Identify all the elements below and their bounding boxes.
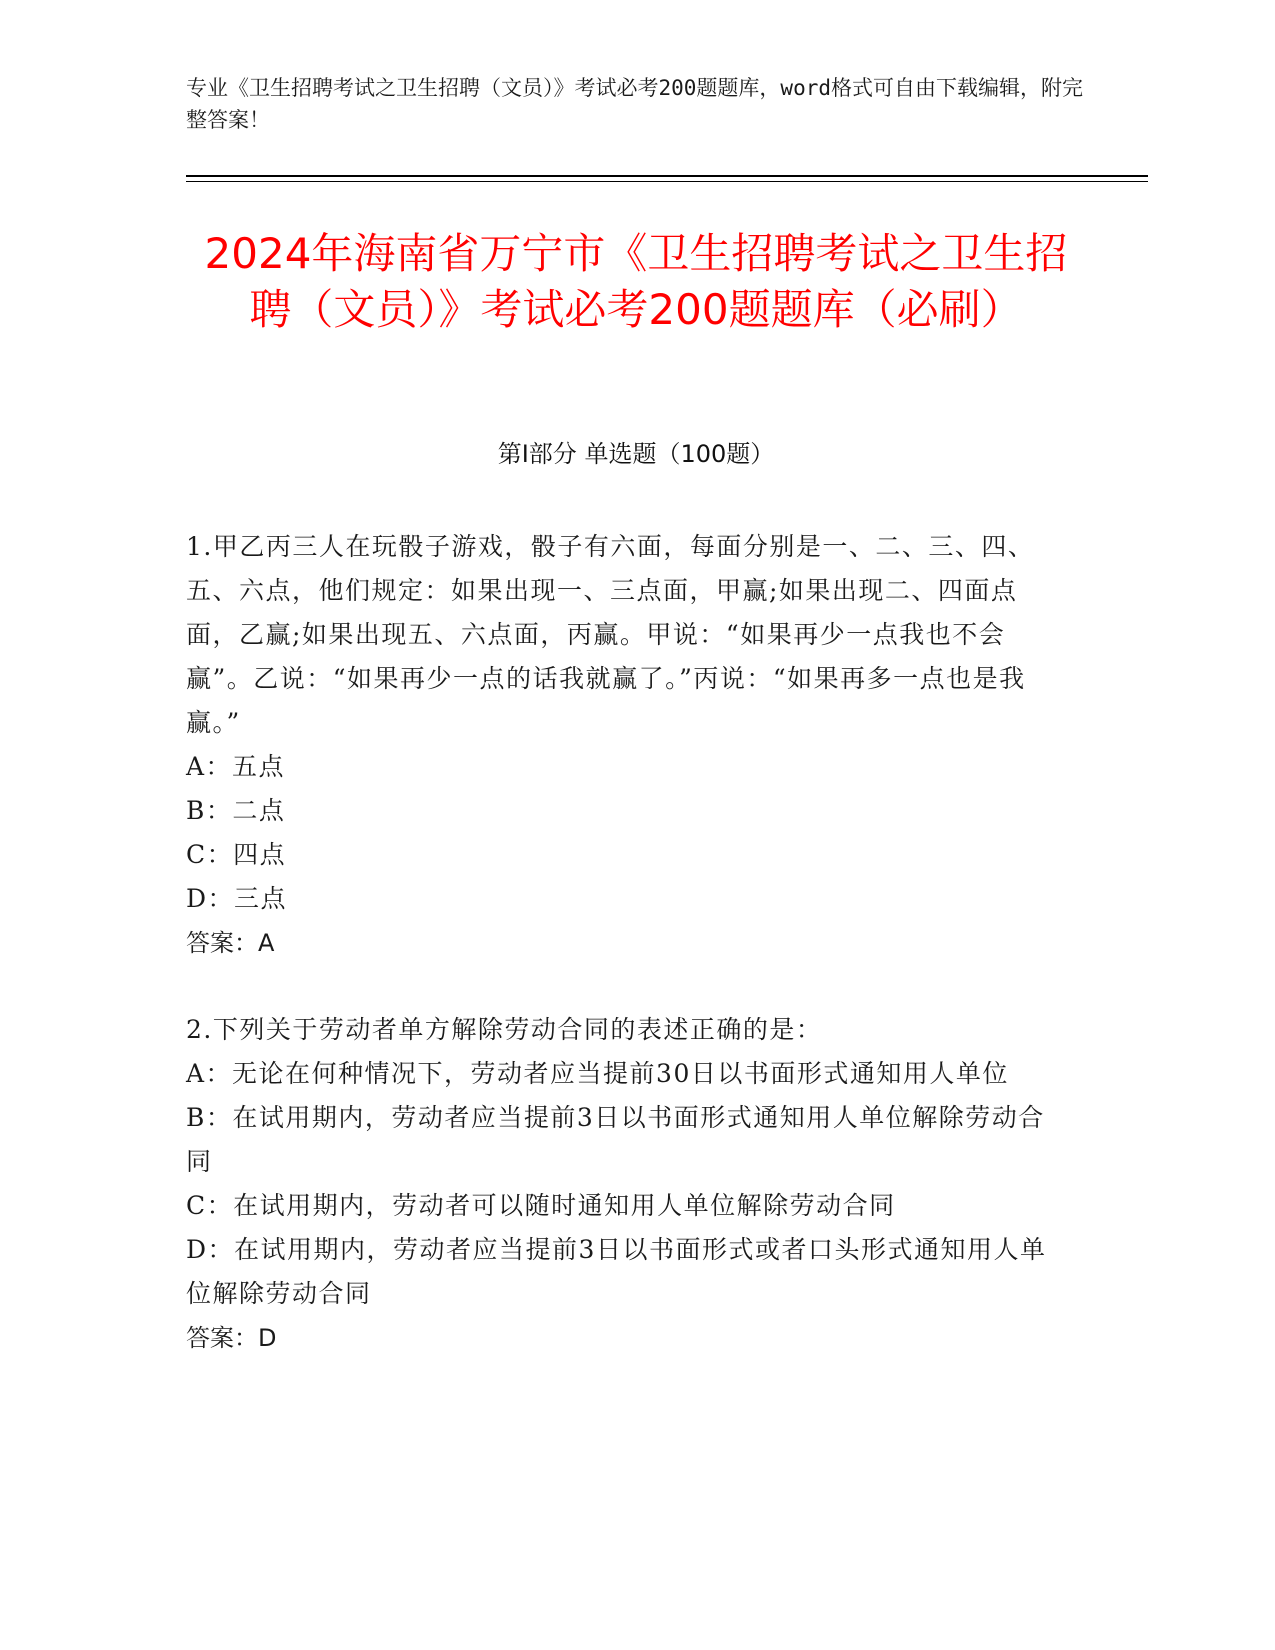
question-1 bbox=[186, 525, 1066, 965]
header-note: 专业《卫生招聘考试之卫生招聘（文员）》考试必考200题题库，word格式可自由下载编辑，附完整答案！ bbox=[186, 76, 1083, 132]
option-d: D：在试用期内，劳动者应当提前3日以书面形式或者口头形式通知用人单位解除劳动合同 bbox=[186, 1235, 1047, 1308]
question-2 bbox=[186, 1008, 1066, 1360]
question-stem: 1.甲乙丙三人在玩骰子游戏，骰子有六面，每面分别是一、二、三、四、五、六点，他们规定：如果出现一、三点面，甲赢;如果出现二、四面点面，乙赢;如果出现五、六点面，丙赢。甲说：“如果再少一点我也不会赢”。乙说：“如果再少一点的话我就赢了。”丙说：“如果再多一点也是我赢。” bbox=[186, 532, 1035, 737]
question-stem: 2.下列关于劳动者单方解除劳动合同的表述正确的是： bbox=[186, 1015, 823, 1044]
answer-line: 答案：A bbox=[186, 929, 275, 957]
answer-line: 答案：D bbox=[186, 1324, 277, 1352]
option-d: D：三点 bbox=[186, 884, 288, 913]
option-a: A：无论在何种情况下，劳动者应当提前30日以书面形式通知用人单位 bbox=[186, 1059, 1009, 1088]
document-title: 2024年海南省万宁市《卫生招聘考试之卫生招聘（文员）》考试必考200题题库（必刷） bbox=[204, 229, 1068, 334]
option-c: C：四点 bbox=[186, 840, 287, 869]
header-divider-thin bbox=[186, 181, 1148, 182]
option-c: C：在试用期内，劳动者可以随时通知用人单位解除劳动合同 bbox=[186, 1191, 896, 1220]
section-title: 第Ⅰ部分 单选题（100题） bbox=[497, 440, 775, 468]
option-b: B：在试用期内，劳动者应当提前3日以书面形式通知用人单位解除劳动合同 bbox=[186, 1103, 1045, 1176]
option-b: B：二点 bbox=[186, 796, 286, 825]
option-a: A：五点 bbox=[186, 752, 286, 781]
header-divider-thick bbox=[186, 175, 1148, 177]
